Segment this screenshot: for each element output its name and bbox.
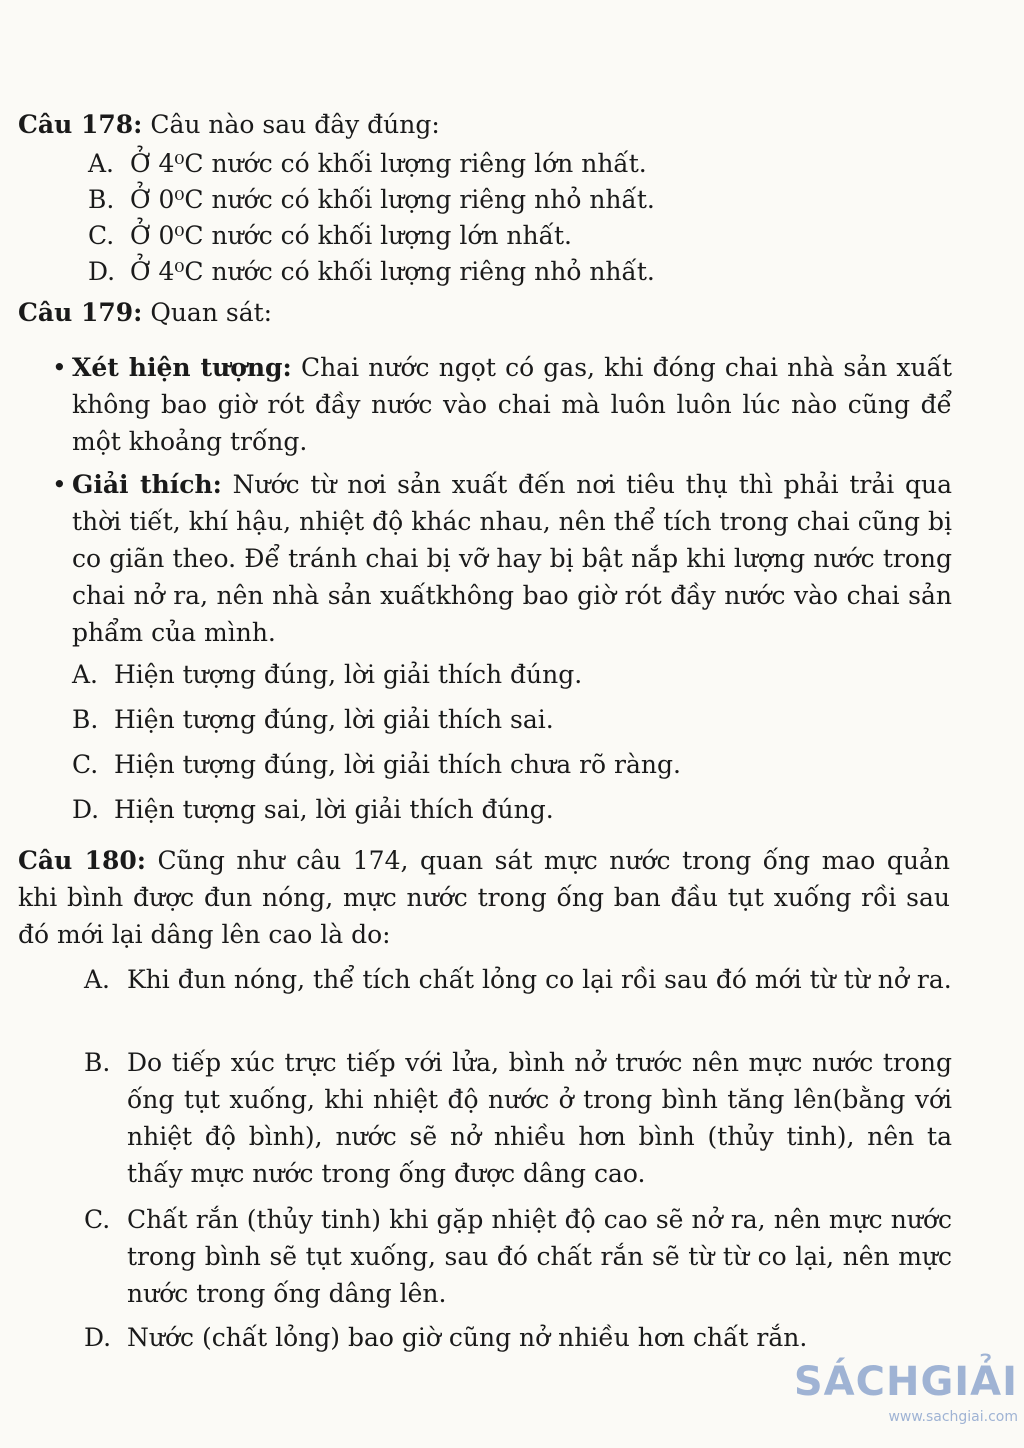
question-180-option-d [84,1319,952,1356]
option-key: A. [72,660,99,689]
option-text: Chất rắn (thủy tinh) khi gặp nhiệt độ cao sẽ nở ra, nên mực nước trong bình sẽ tụt xuống, sau đó chất rắn sẽ từ từ co lại, nên mực nước trong ống dâng lên. [127,1205,952,1308]
watermark [794,1360,1018,1426]
question-179-option-b [72,705,554,735]
question-178-heading [18,110,440,140]
phenomenon-label: Xét hiện tượng: [72,353,292,382]
option-key: A. [88,149,115,178]
option-text: Ở 4⁰C nước có khối lượng riêng nhỏ nhất. [130,257,655,286]
explanation-label: Giải thích: [72,470,222,499]
option-key: C. [84,1205,111,1234]
question-180-label: Câu 180: [18,846,146,875]
question-178-option-b [88,185,655,215]
bullet-dot-icon: • [52,470,67,499]
option-text: Khi đun nóng, thể tích chất lỏng co lại rồi sau đó mới từ từ nở ra. [127,965,952,994]
question-179-option-c [72,750,681,780]
question-180-text: Cũng như câu 174, quan sát mực nước trong ống mao quản khi bình được đun nóng, mực nước trong ống ban đầu tụt xuống rồi sau đó mới lại dâng lên cao là do: [18,846,951,949]
question-178-option-d [88,257,655,287]
question-180-heading [18,842,950,953]
option-key: D. [84,1323,112,1352]
question-180-option-b [84,1044,952,1192]
phenomenon-bullet [52,349,952,460]
option-text: Nước (chất lỏng) bao giờ cũng nở nhiều hơn chất rắn. [127,1323,808,1352]
option-key: B. [72,705,99,734]
question-179-option-a [72,660,582,690]
question-179-heading [18,298,272,328]
question-178-option-c [88,221,572,251]
question-178-option-a [88,149,647,179]
option-text: Ở 0⁰C nước có khối lượng lớn nhất. [130,221,572,250]
watermark-logo: SÁCHGIẢI [793,1359,1018,1405]
option-key: D. [88,257,116,286]
option-key: D. [72,795,100,824]
option-key: C. [72,750,99,779]
question-180-option-c [84,1201,952,1312]
option-key: C. [88,221,115,250]
option-text: Hiện tượng đúng, lời giải thích sai. [114,705,554,734]
option-key: B. [88,185,115,214]
option-text: Ở 0⁰C nước có khối lượng riêng nhỏ nhất. [130,185,655,214]
watermark-url: www.sachgiai.com [888,1409,1018,1425]
question-179-label: Câu 179: [18,298,143,327]
explanation-bullet [52,466,952,651]
option-text: Hiện tượng sai, lời giải thích đúng. [114,795,554,824]
phenomenon-text: Chai nước ngọt có gas, khi đóng chai nhà sản xuất không bao giờ rót đầy nước vào chai mà luôn luôn lúc nào cũng để một khoảng trống. [72,353,952,456]
option-text: Do tiếp xúc trực tiếp với lửa, bình nở trước nên mực nước trong ống tụt xuống, khi nhiệt độ nước ở trong bình tăng lên(bằng với nhiệt độ bình), nước sẽ nở nhiều hơn bình (thủy tinh), nên ta thấy mực nước trong ống được dâng cao. [127,1048,952,1188]
explanation-text: Nước từ nơi sản xuất đến nơi tiêu thụ thì phải trải qua thời tiết, khí hậu, nhiệt độ khác nhau, nên thể tích trong chai cũng bị co giãn theo. Để tránh chai bị vỡ hay bị bật nắp khi lượng nước trong chai nở ra, nên nhà sản xuấtkhông bao giờ rót đầy nước vào chai sản phẩm của mình. [72,470,952,647]
bullet-dot-icon: • [52,353,67,382]
option-key: A. [84,965,111,994]
option-text: Hiện tượng đúng, lời giải thích đúng. [114,660,583,689]
question-179-option-d [72,795,554,825]
option-key: B. [84,1048,111,1077]
question-178-label: Câu 178: [18,110,143,139]
option-text: Ở 4⁰C nước có khối lượng riêng lớn nhất. [130,149,647,178]
option-text: Hiện tượng đúng, lời giải thích chưa rõ ràng. [114,750,681,779]
question-179-text: Quan sát: [142,298,273,327]
question-180-option-a [84,961,952,998]
question-178-text: Câu nào sau đây đúng: [142,110,440,139]
